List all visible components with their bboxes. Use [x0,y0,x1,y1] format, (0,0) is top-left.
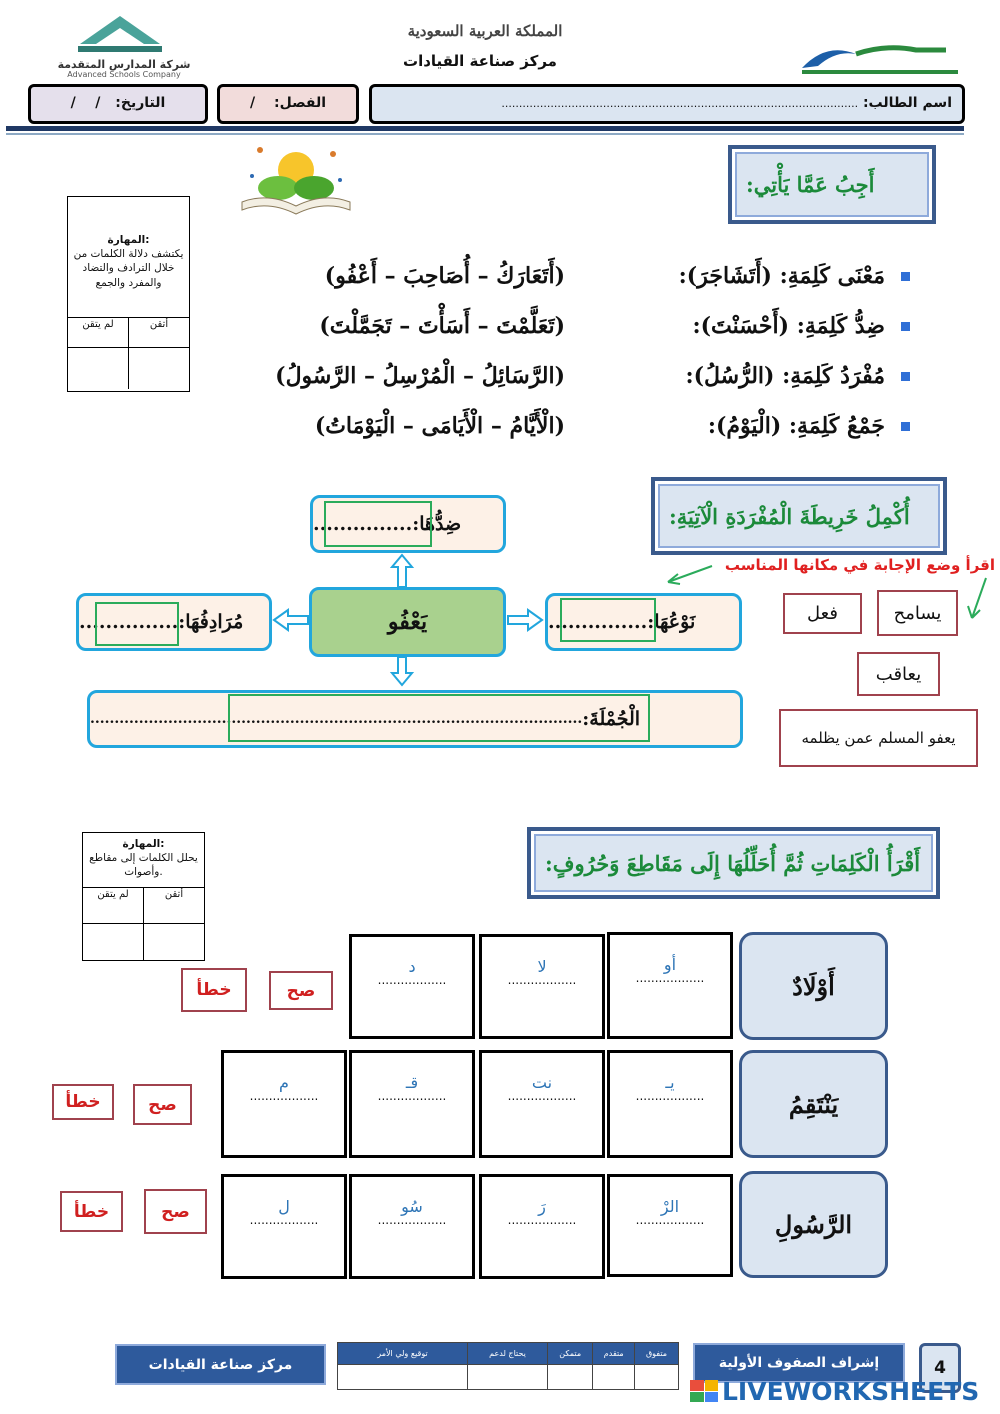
syllable-box[interactable] [607,932,733,1039]
question-item [220,408,910,444]
bullet-icon [901,272,910,281]
question-item [220,358,910,394]
syllable-dots: .................. [635,971,705,985]
open-book-illustration [238,140,354,222]
syllable-answer: نت [531,1073,553,1092]
question-text: جَمْعُ كَلِمَةِ: (الْيَوْمُ): [707,413,885,439]
section1-title: أَجِبُ عَمَّا يَأْتِي: [728,145,936,224]
skill-cell-no[interactable] [83,924,143,960]
page-number: 4 [919,1343,961,1393]
sentence-label: الْجُمْلَةَ: [582,708,641,730]
center-word-box [309,587,506,657]
center-title: مركز صناعة القيادات [403,52,557,70]
word-bank-yuaqib[interactable]: يعاقب [857,652,940,696]
syllable-box[interactable] [349,1174,475,1279]
header-divider [6,126,964,131]
syllable-dots: .................. [249,1089,319,1103]
antonym-drop-zone[interactable] [324,501,432,547]
syllable-dots: .................. [507,973,577,987]
synonym-dots: ............... [79,611,179,633]
assessment-cell[interactable] [338,1365,468,1390]
correct-button[interactable]: صح [269,971,333,1010]
question-text: مُفْرَدُ كَلِمَةِ: (الرُّسُلُ): [685,363,885,389]
student-name-dots: ...................................................................................................... [501,97,859,110]
antonym-label: ضِدُّهَا: [412,513,462,535]
synonym-label: مُرَادِفُهَا: [178,611,244,633]
assessment-cell[interactable] [468,1365,548,1390]
question-item [220,308,910,344]
syllable-box[interactable] [479,934,605,1039]
skill-title: المهارة: [122,838,165,850]
company-logo-name: شركة المدارس المتقدمة [57,58,191,71]
sentence-drop-zone[interactable] [228,694,650,742]
sentence-dots: ..................................................................................................... [90,711,583,727]
skill-col-yes: أتقن [128,318,189,347]
syllable-answer: م [279,1073,289,1092]
section2-title: أُكْمِلُ خَرِيطَةَ الْمُفْرَدَةِ الْآتِيَةِ: [651,477,947,555]
skill-title: المهارة: [107,234,150,246]
syllable-dots: .................. [507,1089,577,1103]
date-label: التاريخ: [115,95,166,111]
syllable-dots: .................. [377,973,447,987]
assessment-table [337,1342,679,1390]
section3-title: أَقْرَأُ الْكَلِمَاتِ ثُمَّ أُحَلِّلُهَا إِلَى مَقَاطِعَ وَحُرُوفٍ: [527,827,940,899]
skill-cell-yes[interactable] [143,924,204,960]
kingdom-calligraphy: المملكة العربية السعودية [407,22,563,40]
syllable-answer: ل [278,1197,290,1216]
syllable-answer: د [408,957,416,976]
assessment-header: متمكن [548,1343,593,1365]
liveworksheets-text: LIVEWORKSHEETS [722,1376,980,1406]
skill-cell-no[interactable] [68,348,128,389]
footer-supervision: إشراف الصفوف الأولية [693,1343,905,1383]
bullet-icon [901,422,910,431]
assessment-cell[interactable] [548,1365,593,1390]
word-cell: أَوْلَادٌ [739,932,888,1040]
syllable-box[interactable] [221,1174,347,1279]
wrong-button[interactable]: خطأ [52,1084,114,1120]
word-cell: الرَّسُولِ [739,1171,888,1278]
correct-button[interactable]: صح [144,1189,207,1234]
syllable-dots: .................. [507,1213,577,1227]
footer-center-name: مركز صناعة القيادات [115,1344,326,1385]
word-bank-sentence[interactable]: يعفو المسلم عمن يظلمه [779,709,978,767]
syllable-dots: .................. [635,1089,705,1103]
liveworksheets-logo-icon [690,1380,718,1402]
syllable-dots: .................. [249,1213,319,1227]
syllable-answer: سُو [401,1197,423,1216]
company-logo-subtitle: Advanced Schools Company [67,70,181,79]
syllable-box[interactable] [479,1050,605,1158]
date-field[interactable] [28,84,208,124]
type-dots: ............... [548,611,648,633]
wrong-button[interactable]: خطأ [181,968,247,1012]
question-item [220,258,910,294]
student-name-field[interactable] [369,84,965,124]
wrong-button[interactable]: خطأ [60,1191,123,1232]
green-arrow-icon [962,574,992,624]
word-bank-fi3l[interactable]: فعل [783,593,862,634]
instruction-text: اقرأ وضع الإجابة في مكانها المناسب [724,556,995,574]
skill-col-no: لم يتقن [82,319,114,330]
syllable-box[interactable] [607,1174,733,1277]
answer-options[interactable]: (تَعَلَّمْتَ – أَسَأْتَ – تَجَمَّلْتَ) [319,313,565,339]
syllable-answer: أو [663,955,677,974]
syllable-box[interactable] [221,1050,347,1158]
question-text: مَعْنَى كَلِمَةِ: (أَتَشَاجَرَ): [678,263,885,289]
assessment-cell[interactable] [635,1365,679,1390]
assessment-header: متقدم [593,1343,635,1365]
center-word: يَعْفُو [387,609,428,635]
syllable-box[interactable] [607,1050,733,1158]
assessment-header: متفوق [635,1343,679,1365]
syllable-answer: لا [537,957,547,976]
header-divider-thin [6,133,964,135]
type-drop-zone[interactable] [560,598,656,642]
skill-text: يحلل الكلمات إلى مقاطع وأصوات. [89,852,198,879]
bullet-icon [901,372,910,381]
syllable-box[interactable] [479,1174,605,1279]
skill-cell-yes[interactable] [128,348,189,389]
syllable-dots: .................. [377,1213,447,1227]
syllable-box[interactable] [349,934,475,1039]
syllable-answer: قـ [405,1073,419,1092]
syllable-dots: .................. [635,1213,705,1227]
word-bank-yusamih[interactable]: يسامح [877,590,958,636]
bullet-icon [901,322,910,331]
green-arrow-icon [660,560,720,590]
skill-col-yes: أتقن [143,888,204,923]
skill-box-syllables [82,832,205,961]
syllable-dots: .................. [377,1089,447,1103]
synonym-drop-zone[interactable] [95,602,179,646]
date-value: / / [70,95,101,111]
training-logo [796,40,964,76]
question-text: ضِدُّ كَلِمَةِ: (أَحْسَنْتَ): [692,313,885,339]
answer-options[interactable]: (الرَّسَائِلُ – الْمُرْسِلُ – الرَّسُولُ) [275,363,565,389]
syllable-answer: يـ [665,1073,675,1092]
syllable-box[interactable] [349,1050,475,1158]
student-name-label: اسم الطالب: [862,95,952,111]
skill-col-no: لم يتقن [97,889,129,900]
skill-box-vocabulary [67,196,190,392]
class-field[interactable] [217,84,359,124]
company-logo-mark [70,14,170,54]
class-value: / [249,95,256,111]
skill-text: يكتشف دلالة الكلمات من خلال الترادف والتضاد والمفرد والجمع [73,248,184,289]
syllable-answer: رَ [538,1197,546,1216]
assessment-header: يحتاج لدعم [468,1343,548,1365]
assessment-header: توقيع ولي الأمر [338,1343,468,1365]
antonym-dots: ............... [313,513,413,535]
answer-options[interactable]: (الْأَيَّامُ – الْأَيَامَى – الْيَوْمَاتُ) [314,413,565,439]
answer-options[interactable]: (أَتَعَارَكُ – أُصَاحِبَ – أَعْفُو) [324,263,565,289]
word-cell: يَنْتَقِمُ [739,1050,888,1158]
syllable-answer: الرْ [660,1197,680,1216]
assessment-cell[interactable] [593,1365,635,1390]
correct-button[interactable]: صح [133,1084,192,1125]
class-label: الفصل: [273,95,327,111]
liveworksheets-brand[interactable] [690,1374,990,1408]
type-label: نَوْعُهَا: [647,611,696,633]
